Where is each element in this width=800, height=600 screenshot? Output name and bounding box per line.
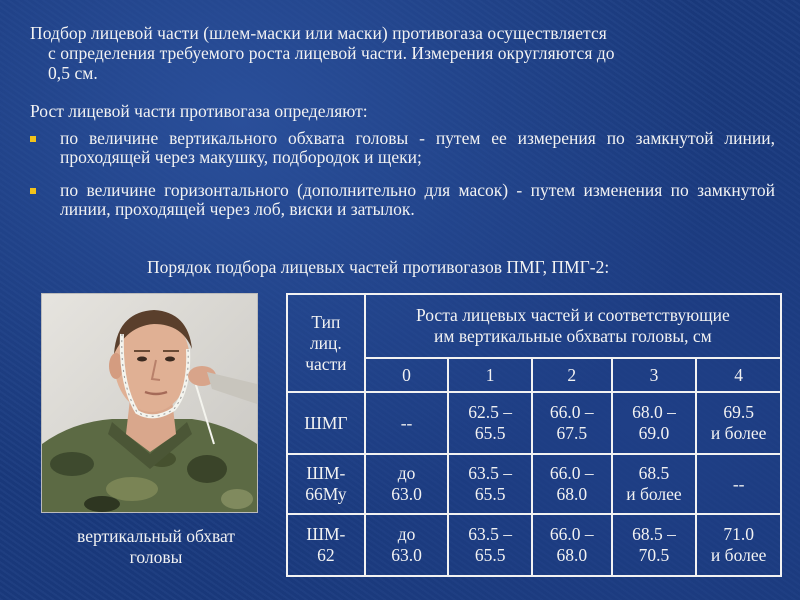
size-cell — [612, 392, 697, 454]
cell-line: 66.0 – — [549, 402, 594, 422]
size-number: 4 — [696, 358, 781, 392]
cell-line: 68.0 — [556, 545, 588, 565]
cell-line: 71.0 — [723, 524, 754, 544]
cell-line: -- — [732, 473, 745, 494]
cell-line: 63.0 — [391, 545, 422, 565]
header-type — [287, 294, 365, 392]
table-heading: Порядок подбора лицевых частей противогазов ПМГ, ПМГ-2: — [147, 257, 610, 277]
cell-line: и более — [710, 423, 767, 443]
cell-line: 68.0 — [556, 484, 588, 504]
table-row — [287, 454, 781, 514]
cell-line: и более — [710, 545, 767, 565]
cell-line: до — [397, 524, 416, 544]
cell-line: 69.0 — [638, 423, 670, 443]
size-cell — [696, 454, 781, 514]
photo-caption-line-1: вертикальный обхват — [77, 526, 235, 546]
size-cell — [448, 454, 532, 514]
size-cell — [532, 514, 612, 576]
size-number: 1 — [448, 358, 532, 392]
cell-line: 67.5 — [556, 423, 588, 443]
cell-line: 65.5 — [474, 484, 506, 504]
soldier-photo — [41, 293, 258, 513]
size-cell — [448, 392, 532, 454]
cell-line: 68.5 — [638, 463, 670, 483]
header-sizes-line: Роста лицевых частей и соответствующие — [415, 305, 730, 325]
size-cell — [696, 392, 781, 454]
size-cell — [365, 514, 449, 576]
bullet-item-horizontal: по величине горизонтального (дополнительно для масок) - путем изменения по замкнутой линии, проходящей через лоб, виски и затылок. — [60, 180, 775, 219]
intro-line-3: 0,5 см. — [48, 63, 98, 83]
header-type-line: лиц. — [309, 332, 342, 353]
facepiece-size-table — [286, 293, 782, 577]
row-type-line: ШМ- — [306, 463, 346, 483]
size-cell — [532, 392, 612, 454]
cell-line: и более — [626, 484, 682, 504]
bullet-item-vertical: по величине вертикального обхвата головы - путем ее измерения по замкнутой линии, проходящей через макушку, подбородок и щеки; — [60, 128, 775, 167]
table-row — [287, 392, 781, 454]
row-type — [287, 454, 365, 514]
bullet-marker-icon — [30, 188, 36, 194]
cell-line: -- — [400, 412, 413, 433]
size-cell — [532, 454, 612, 514]
row-type-line: ШМ- — [306, 524, 346, 544]
photo-caption-line-2: головы — [129, 547, 183, 567]
header-type-line: Тип — [311, 311, 341, 332]
size-number: 2 — [532, 358, 612, 392]
cell-line: 68.0 – — [632, 402, 676, 422]
cell-line: 65.5 — [474, 423, 506, 443]
row-type-line: 62 — [317, 545, 335, 565]
cell-line: 66.0 – — [549, 463, 594, 483]
size-cell — [365, 454, 449, 514]
size-number: 3 — [612, 358, 697, 392]
bullet-marker-icon — [30, 136, 36, 142]
cell-line: 68.5 – — [632, 524, 676, 544]
cell-line: 63.5 – — [468, 463, 513, 483]
row-type-line: ШМГ — [304, 412, 348, 433]
row-type — [287, 514, 365, 576]
row-type — [287, 392, 365, 454]
intro-line-1: Подбор лицевой части (шлем-маски или маски) противогаза осуществляется — [30, 23, 607, 43]
cell-line: 66.0 – — [549, 524, 594, 544]
size-cell — [612, 514, 697, 576]
soldier-measuring-head-image — [42, 294, 257, 512]
size-cell — [365, 392, 449, 454]
header-type-line: части — [305, 353, 347, 374]
header-sizes-line: им вертикальные обхваты головы, см — [434, 326, 712, 346]
cell-line: 69.5 — [723, 402, 754, 422]
cell-line: 62.5 – — [468, 402, 513, 422]
cell-line: до — [397, 463, 416, 483]
photo-caption — [41, 526, 271, 568]
intro-line-2: с определения требуемого роста лицевой части. Измерения округляются до — [48, 43, 615, 63]
row-type-line: 66Му — [305, 484, 347, 504]
size-number: 0 — [365, 358, 449, 392]
table-row — [287, 514, 781, 576]
size-cell — [696, 514, 781, 576]
cell-line: 70.5 — [638, 545, 670, 565]
intro-paragraph — [30, 23, 780, 83]
cell-line: 63.0 — [391, 484, 422, 504]
cell-line: 63.5 – — [468, 524, 513, 544]
size-cell — [612, 454, 697, 514]
growth-heading: Рост лицевой части противогаза определяют: — [30, 101, 368, 121]
cell-line: 65.5 — [474, 545, 506, 565]
size-cell — [448, 514, 532, 576]
header-sizes — [365, 294, 781, 358]
